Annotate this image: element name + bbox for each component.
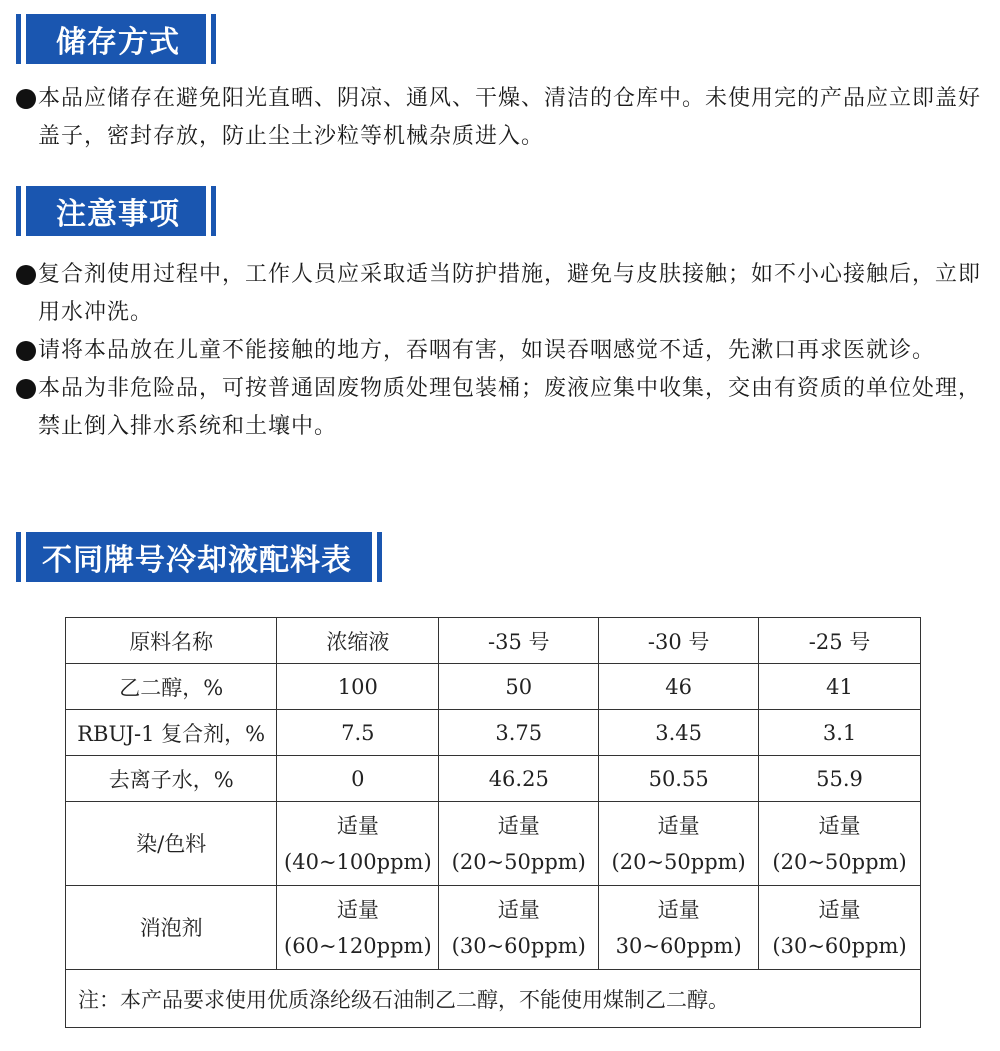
table-cell: 乙二醇，% [66, 664, 277, 710]
header-accent-bar [377, 532, 382, 582]
table-header-cell: 原料名称 [66, 618, 277, 664]
table-cell: 适量 (60~120ppm) [277, 886, 439, 970]
section-title: 不同牌号冷却液配料表 [26, 532, 372, 582]
table-row [66, 664, 921, 710]
list-item: 复合剂使用过程中，工作人员应采取适当防护措施，避免与皮肤接触；如不小心接触后，立即用水冲洗。 [16, 256, 986, 332]
table-cell: 55.9 [759, 756, 921, 802]
bullet-icon [16, 379, 36, 399]
table-header-row [66, 618, 921, 664]
table-header-cell: -30 号 [599, 618, 759, 664]
table-cell: 染/色料 [66, 802, 277, 886]
header-accent-bar [211, 186, 216, 236]
table-note: 注：本产品要求使用优质涤纶级石油制乙二醇，不能使用煤制乙二醇。 [66, 970, 921, 1028]
section-header-cautions [16, 186, 216, 236]
table-cell: 50 [439, 664, 599, 710]
table-cell: 适量 (20~50ppm) [439, 802, 599, 886]
table-cell: 适量 (30~60ppm) [439, 886, 599, 970]
table-cell: 适量 30~60ppm) [599, 886, 759, 970]
table-cell: 46.25 [439, 756, 599, 802]
header-accent-bar [211, 14, 216, 64]
table-cell: 7.5 [277, 710, 439, 756]
section-header-storage [16, 14, 216, 64]
cautions-text [16, 256, 986, 446]
section-header-table [16, 532, 382, 582]
table-cell: RBUJ-1 复合剂，% [66, 710, 277, 756]
table-cell: 适量 (20~50ppm) [759, 802, 921, 886]
table-row [66, 802, 921, 886]
bullet-icon [16, 341, 36, 361]
section-title: 注意事项 [26, 186, 206, 236]
table-cell: 3.45 [599, 710, 759, 756]
storage-text [16, 80, 986, 156]
table-cell: 100 [277, 664, 439, 710]
table-cell: 50.55 [599, 756, 759, 802]
table-header-cell: -25 号 [759, 618, 921, 664]
table-cell: 消泡剂 [66, 886, 277, 970]
bullet-icon [16, 89, 36, 109]
list-item: 本品应储存在避免阳光直晒、阴凉、通风、干燥、清洁的仓库中。未使用完的产品应立即盖好盖子，密封存放，防止尘土沙粒等机械杂质进入。 [16, 80, 986, 156]
table-row [66, 710, 921, 756]
table-cell: 46 [599, 664, 759, 710]
list-item: 本品为非危险品，可按普通固废物质处理包装桶；废液应集中收集，交由有资质的单位处理，禁止倒入排水系统和土壤中。 [16, 370, 986, 446]
section-title: 储存方式 [26, 14, 206, 64]
table-cell: 0 [277, 756, 439, 802]
table-cell: 适量 (30~60ppm) [759, 886, 921, 970]
list-item: 请将本品放在儿童不能接触的地方，吞咽有害，如误吞咽感觉不适，先漱口再求医就诊。 [16, 332, 986, 370]
table-cell: 去离子水，% [66, 756, 277, 802]
table-row [66, 886, 921, 970]
table-header-cell: -35 号 [439, 618, 599, 664]
table-header-cell: 浓缩液 [277, 618, 439, 664]
bullet-icon [16, 265, 36, 285]
table-cell: 3.75 [439, 710, 599, 756]
table-row [66, 756, 921, 802]
table-cell: 适量 (40~100ppm) [277, 802, 439, 886]
table-cell: 3.1 [759, 710, 921, 756]
table-cell: 41 [759, 664, 921, 710]
coolant-mix-table [65, 617, 921, 1028]
table-cell: 适量 (20~50ppm) [599, 802, 759, 886]
table-note-row [66, 970, 921, 1028]
